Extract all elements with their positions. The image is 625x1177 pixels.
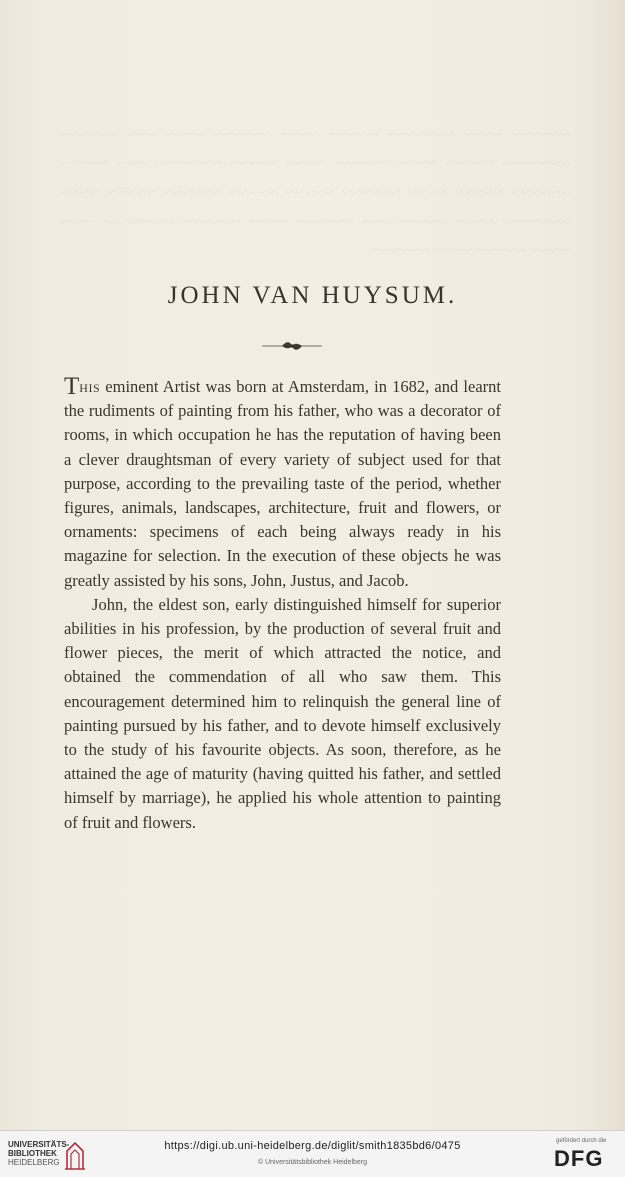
dfg-logo[interactable]: DFG — [554, 1146, 604, 1171]
small-caps-word: his — [79, 377, 101, 396]
page-title: JOHN VAN HUYSUM. — [167, 282, 458, 309]
paragraph-1 — [64, 375, 501, 593]
library-line-2: BIBLIOTHEK — [8, 1149, 57, 1158]
library-line-1: UNIVERSITÄTS- — [8, 1140, 70, 1149]
drop-cap: T — [64, 373, 80, 400]
copyright-notice: © Universitätsbibliothek Heidelberg — [257, 1159, 368, 1166]
bleed-through-texture: ~~~~~~ ~~~~ ~~~~~~~ ~~~~~ ~~~~ ~~~~~~ ~~~~ ~~~ ~~~~~~ ~~~~~~~ ~~~~~ ~~~~ ~~~~~~ ~~~~ ~~~~~ ~~~~~~~ ~~~ ~~~~~ ~~~~~~ ~~~~~ ~~~~ ~~~~~~ ~~~~~ ~~~~~ ~~~~~~ ~~~~~ ~~~~ ~~~~~~~ ~~~~ ~~~~~ ~~~ ~~~~~~ ~~~~ ~~~~~~ ~~~~~ ~~~~~~ ~~~~ ~~~~~ ~~~~ ~~~~~~ — [60, 124, 570, 260]
paragraph-2: John, the eldest son, early distinguished himself for superior abilities in his profession, by the production of several fruit and flower pieces, the merit of which attracted the notice, and obtained the commendation of all who saw them. This encouragement determined him to relinquish the general line of painting pursued by his father, and to devote himself exclusively to the study of his favourite objects. As soon, therefore, as he attained the age of maturity (having quitted his father, and settled himself by marriage), he applied his whole attention to painting of fruit and flowers. — [64, 594, 501, 832]
permalink-url[interactable]: https://digi.ub.uni-heidelberg.de/diglit/smith1835bd6/0475 — [164, 1140, 461, 1152]
paragraph-1-text: eminent Artist was born at Amsterdam, in 1682, and learnt the rudiments of painting from his father, who was a decorator of rooms, in which occupation he has the reputation of having been a clever draughtsman of every variety of subject used for that purpose, according to the prevailing taste of the period, whether figures, animals, landscapes, architecture, fruit and flowers, or ornaments: specimens of each being always ready in his magazine for selection. In the execution of these objects he was greatly assisted by his sons, John, Justus, and Jacob. — [64, 377, 501, 590]
viewer-footer — [0, 1130, 625, 1177]
funding-caption: gefördert durch die — [556, 1138, 607, 1144]
ornament-flourish-icon — [260, 340, 324, 352]
body-text — [64, 375, 501, 835]
library-line-3: HEIDELBERG — [8, 1158, 60, 1167]
